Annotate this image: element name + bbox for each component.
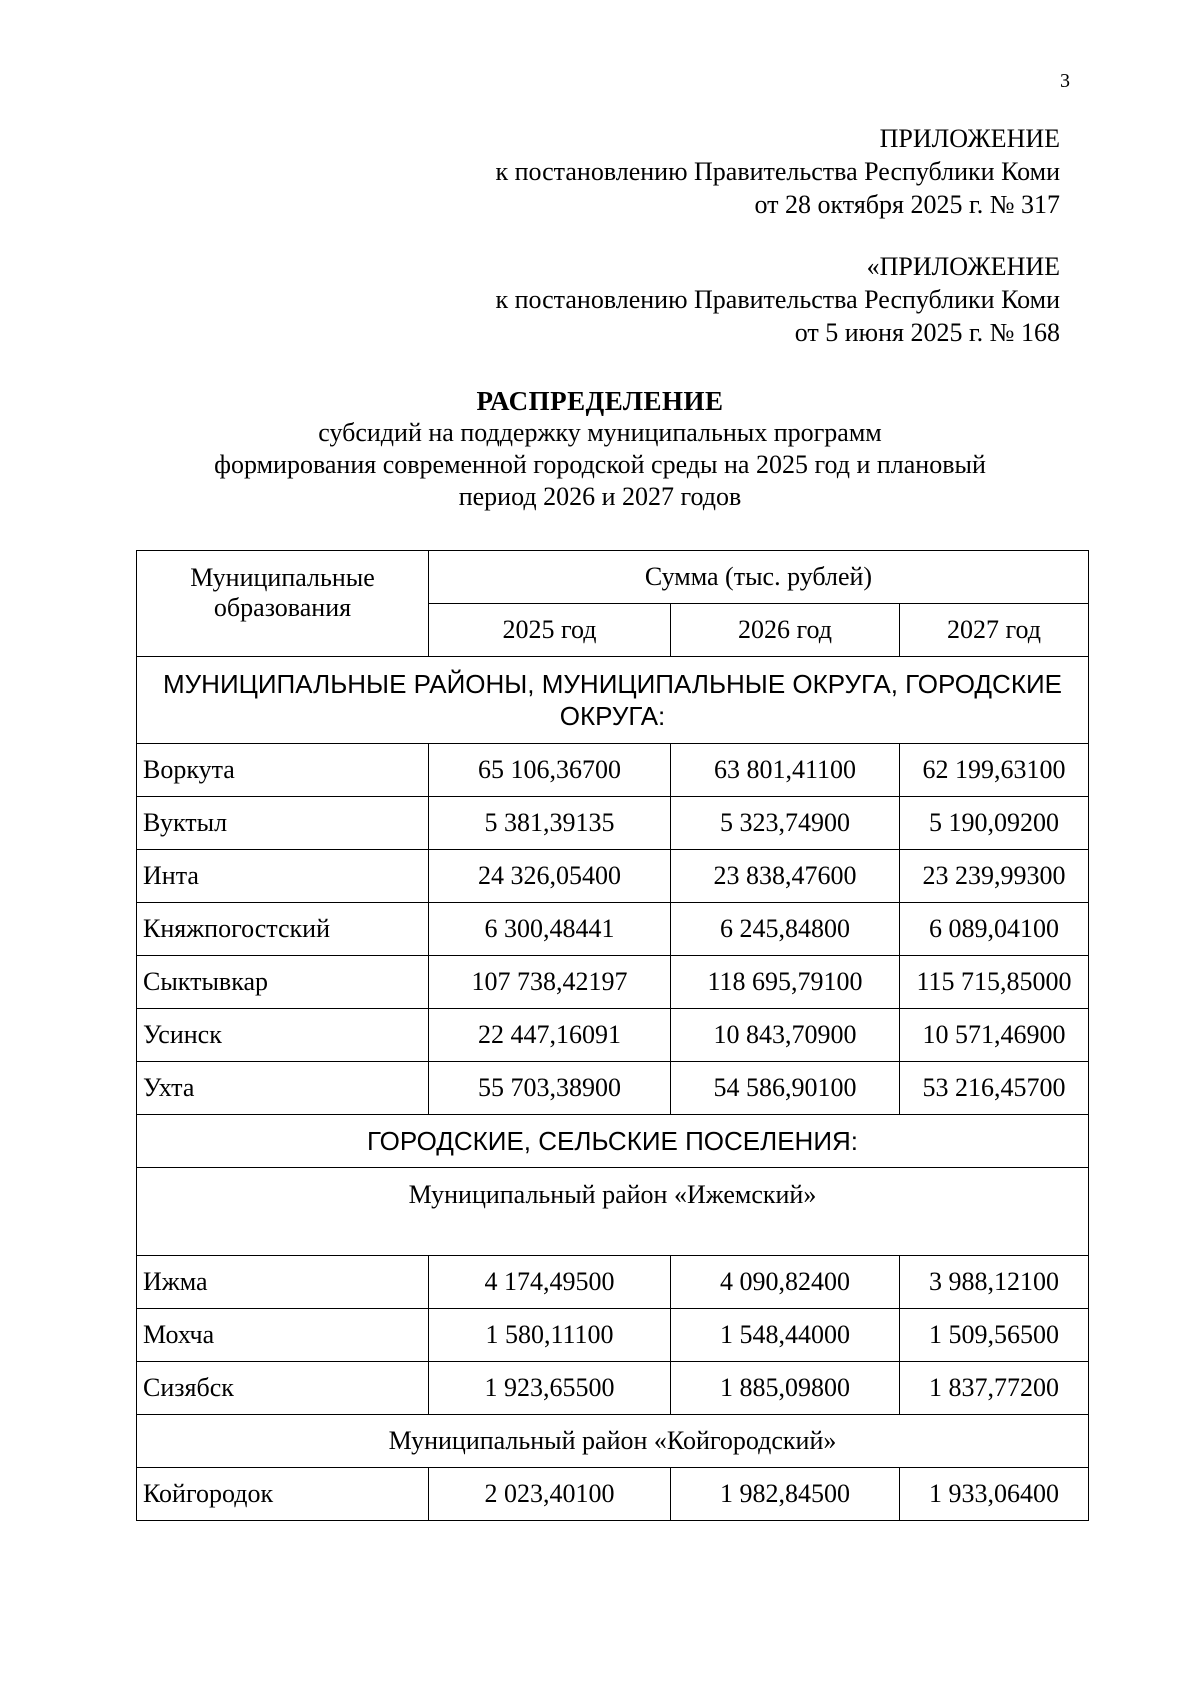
amount-2025: 22 447,16091 [429, 1009, 671, 1062]
amount-2026: 1 548,44000 [671, 1309, 900, 1362]
appendix-date-number: от 28 октября 2025 г. № 317 [754, 190, 1060, 219]
appendix-label: «ПРИЛОЖЕНИЕ [866, 252, 1060, 281]
district-row-koygorodsky [137, 1415, 1089, 1468]
amount-2027: 1 509,56500 [900, 1309, 1089, 1362]
district-title: Муниципальный район «Ижемский» [137, 1168, 1089, 1256]
table-row [137, 1362, 1089, 1415]
appendix-header-current [300, 122, 1060, 221]
municipality-name: Княжпогостский [137, 903, 429, 956]
amount-2026: 4 090,82400 [671, 1256, 900, 1309]
district-row-izhemsky [137, 1168, 1089, 1256]
amount-2025: 6 300,48441 [429, 903, 671, 956]
table-row [137, 1309, 1089, 1362]
document-title-block [140, 385, 1060, 513]
title-subline-2: формирования современной городской среды на 2025 год и плановый [214, 450, 986, 479]
amount-2027: 6 089,04100 [900, 903, 1089, 956]
amount-2026: 6 245,84800 [671, 903, 900, 956]
appendix-resolution-line: к постановлению Правительства Республики Коми [495, 285, 1060, 314]
column-header-2026: 2026 год [671, 604, 900, 657]
column-header-2025: 2025 год [429, 604, 671, 657]
appendix-label: ПРИЛОЖЕНИЕ [879, 124, 1060, 153]
amount-2026: 1 885,09800 [671, 1362, 900, 1415]
amount-2025: 1 580,11100 [429, 1309, 671, 1362]
table-row [137, 1468, 1089, 1521]
section-title: ГОРОДСКИЕ, СЕЛЬСКИЕ ПОСЕЛЕНИЯ: [137, 1115, 1089, 1168]
table-row [137, 1256, 1089, 1309]
amount-2027: 1 837,77200 [900, 1362, 1089, 1415]
amount-2025: 1 923,65500 [429, 1362, 671, 1415]
amount-2025: 4 174,49500 [429, 1256, 671, 1309]
amount-2027: 115 715,85000 [900, 956, 1089, 1009]
table-row [137, 850, 1089, 903]
column-header-municipality: Муниципальные образования [137, 551, 429, 657]
amount-2025: 2 023,40100 [429, 1468, 671, 1521]
municipality-name: Сизябск [137, 1362, 429, 1415]
amount-2027: 10 571,46900 [900, 1009, 1089, 1062]
amount-2025: 5 381,39135 [429, 797, 671, 850]
amount-2026: 23 838,47600 [671, 850, 900, 903]
municipality-name: Воркута [137, 744, 429, 797]
amount-2027: 3 988,12100 [900, 1256, 1089, 1309]
table-header-row [137, 551, 1089, 604]
municipality-name: Ухта [137, 1062, 429, 1115]
subsidy-distribution-table [136, 550, 1089, 1521]
amount-2026: 63 801,41100 [671, 744, 900, 797]
district-title: Муниципальный район «Койгородский» [137, 1415, 1089, 1468]
amount-2027: 1 933,06400 [900, 1468, 1089, 1521]
amount-2025: 55 703,38900 [429, 1062, 671, 1115]
page-number: 3 [1060, 70, 1070, 92]
amount-2026: 1 982,84500 [671, 1468, 900, 1521]
table-row [137, 744, 1089, 797]
municipality-name: Мохча [137, 1309, 429, 1362]
municipality-name: Ижма [137, 1256, 429, 1309]
municipality-name: Инта [137, 850, 429, 903]
section-title: МУНИЦИПАЛЬНЫЕ РАЙОНЫ, МУНИЦИПАЛЬНЫЕ ОКРУГА, ГОРОДСКИЕ ОКРУГА: [137, 657, 1089, 744]
amount-2026: 118 695,79100 [671, 956, 900, 1009]
section-row-settlements [137, 1115, 1089, 1168]
amount-2026: 10 843,70900 [671, 1009, 900, 1062]
municipality-name: Сыктывкар [137, 956, 429, 1009]
column-header-sum: Сумма (тыс. рублей) [429, 551, 1089, 604]
table-row [137, 956, 1089, 1009]
municipality-name: Койгородок [137, 1468, 429, 1521]
table-row [137, 797, 1089, 850]
amount-2027: 53 216,45700 [900, 1062, 1089, 1115]
amount-2026: 5 323,74900 [671, 797, 900, 850]
appendix-header-original [300, 250, 1060, 349]
appendix-resolution-line: к постановлению Правительства Республики Коми [495, 157, 1060, 186]
amount-2025: 107 738,42197 [429, 956, 671, 1009]
amount-2027: 62 199,63100 [900, 744, 1089, 797]
column-header-2027: 2027 год [900, 604, 1089, 657]
title-subline-1: субсидий на поддержку муниципальных программ [318, 418, 882, 447]
municipality-name: Усинск [137, 1009, 429, 1062]
title-subline-3: период 2026 и 2027 годов [458, 482, 742, 511]
amount-2025: 24 326,05400 [429, 850, 671, 903]
amount-2026: 54 586,90100 [671, 1062, 900, 1115]
amount-2027: 5 190,09200 [900, 797, 1089, 850]
table-row [137, 903, 1089, 956]
amount-2027: 23 239,99300 [900, 850, 1089, 903]
amount-2025: 65 106,36700 [429, 744, 671, 797]
table-row [137, 1009, 1089, 1062]
document-title: РАСПРЕДЕЛЕНИЕ [476, 386, 724, 416]
section-row-districts [137, 657, 1089, 744]
municipality-name: Вуктыл [137, 797, 429, 850]
table-row [137, 1062, 1089, 1115]
appendix-date-number: от 5 июня 2025 г. № 168 [794, 318, 1060, 347]
